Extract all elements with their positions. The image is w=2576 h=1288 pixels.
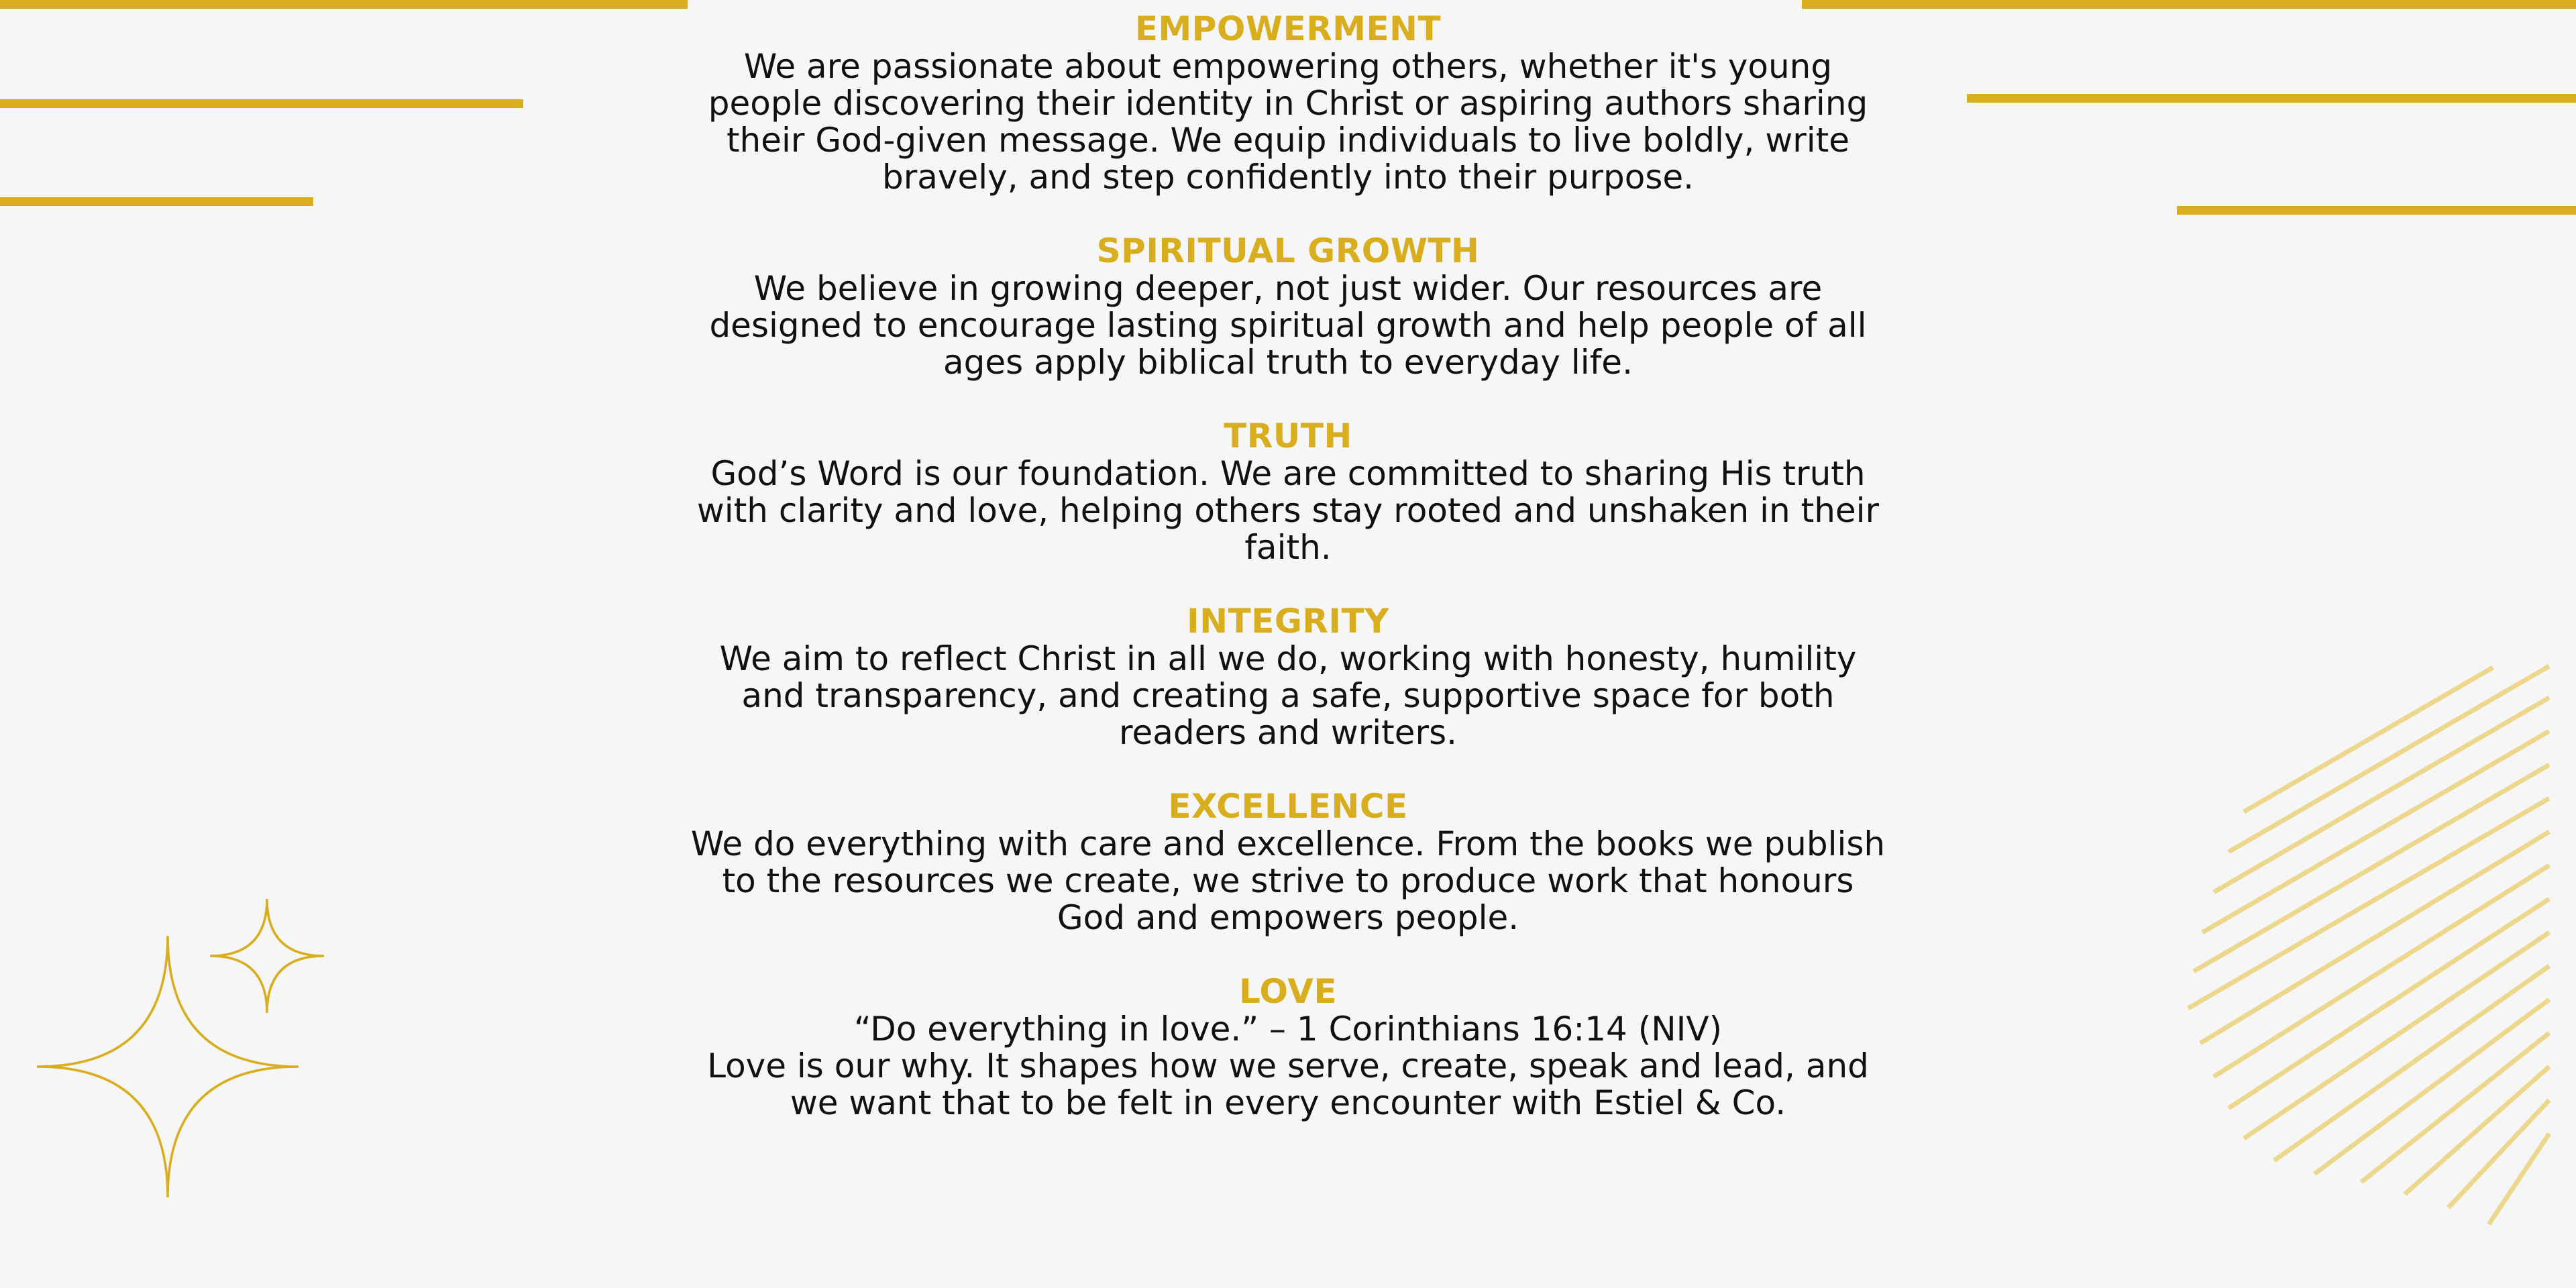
value-description: Love is our why. It shapes how we serve, create, speak and lead, and we want that to be felt in every encounter with Estiel & Co.	[707, 1046, 1869, 1122]
value-spiritual-growth	[684, 231, 1892, 381]
value-title: EXCELLENCE	[1168, 787, 1408, 826]
value-description: We believe in growing deeper, not just wider. Our resources are designed to encourage lasting spiritual growth and help people of all ages apply biblical truth to everyday life.	[709, 269, 1867, 382]
four-point-star-icon	[37, 899, 324, 1197]
diagonal-stripes	[2188, 666, 2549, 1224]
value-title: EMPOWERMENT	[1134, 9, 1442, 48]
value-excellence	[684, 787, 1892, 936]
value-description: We do everything with care and excellence. From the books we publish to the resources we create, we strive to produce work that honours God and empowers people.	[690, 824, 1886, 937]
value-description: We are passionate about empowering others, whether it's young people discovering their identity in Christ or aspiring authors sharing their God-given message. We equip individuals to live boldly, write bravely, and step confidently into their purpose.	[708, 47, 1868, 197]
value-love	[684, 972, 1892, 1122]
value-title: SPIRITUAL GROWTH	[1096, 231, 1480, 270]
left-bars	[0, 0, 688, 206]
value-title: TRUTH	[1224, 417, 1352, 455]
scripture-quote: “Do everything in love.” – 1 Corinthians 16:14 (NIV)	[853, 1010, 1723, 1049]
value-title: LOVE	[1238, 972, 1338, 1011]
value-description: God’s Word is our foundation. We are committed to sharing His truth with clarity and love, helping others stay rooted and unshaken in their faith.	[696, 454, 1880, 567]
value-description: We aim to reflect Christ in all we do, working with honesty, humility and transparency, and creating a safe, supportive space for both readers and writers.	[719, 639, 1857, 752]
right-bars	[1802, 0, 2576, 215]
value-truth	[684, 417, 1892, 566]
value-empowerment	[684, 9, 1892, 196]
value-title: INTEGRITY	[1187, 602, 1389, 641]
values-list	[684, 9, 1892, 1157]
value-integrity	[684, 602, 1892, 751]
